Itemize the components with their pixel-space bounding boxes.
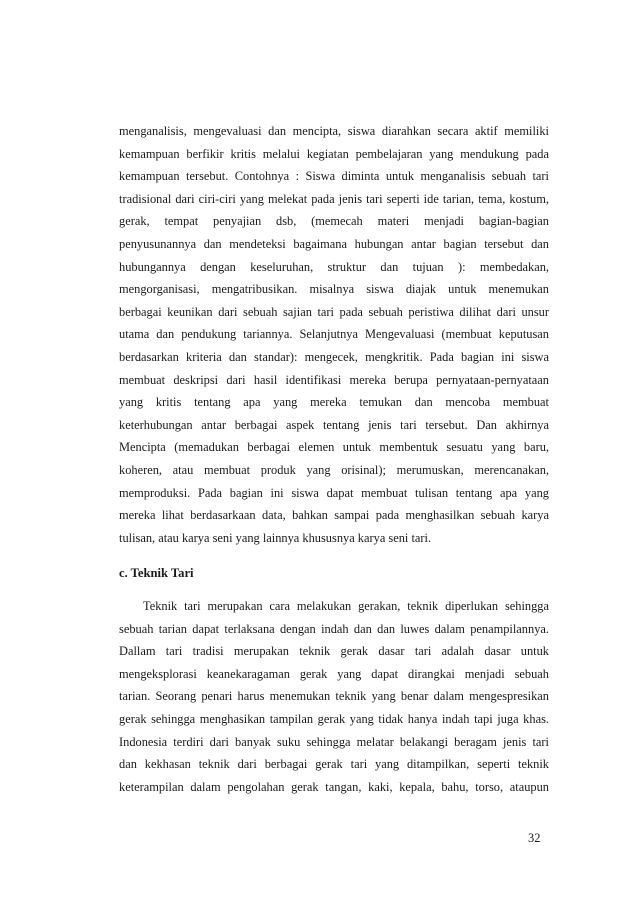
paragraph-line: Teknik tari merupakan cara melakukan gerakan, teknik diperlukan sehingga bbox=[143, 599, 549, 613]
page-number: 32 bbox=[528, 831, 541, 845]
paragraph-line: yang kritis tentang apa yang mereka temukan dan mencoba membuat bbox=[119, 395, 549, 410]
paragraph-line: penyusunannya dan mendeteksi bagaimana hubungan antar bagian tersebut dan bbox=[119, 236, 549, 251]
paragraph-line: keterampilan dalam pengolahan gerak tangan, kaki, kepala, bahu, torso, ataupun bbox=[119, 779, 549, 794]
paragraph-line: membuat deskripsi dari hasil identifikasi mereka berupa pernyataan-pernyataan bbox=[119, 372, 549, 387]
paragraph-line: Dallam tari tradisi merupakan teknik gerak dasar tari adalah dasar untuk bbox=[119, 644, 549, 659]
paragraph-line: gerak, tempat penyajian dsb, (memecah materi menjadi bagian-bagian bbox=[119, 214, 549, 229]
paragraph-line: mengeksplorasi keanekaragaman gerak yang dapat dirangkai menjadi sebuah bbox=[119, 666, 549, 681]
body-paragraph-2 bbox=[119, 595, 549, 798]
paragraph-line: mengorganisasi, mengatribusikan. misalnya siswa diajak untuk menemukan bbox=[119, 282, 549, 297]
paragraph-line: berbagai keunikan dari sebuah sajian tari pada sebuah peristiwa dilihat dari unsur bbox=[119, 304, 549, 319]
paragraph-line: tarian. Seorang penari harus menemukan teknik yang benar dalam mengespresikan bbox=[119, 689, 549, 704]
paragraph-line: dan kekhasan teknik dari berbagai gerak tari yang ditampilkan, seperti teknik bbox=[119, 757, 549, 772]
paragraph-line: Mencipta (memadukan berbagai elemen untuk membentuk sesuatu yang baru, bbox=[119, 440, 549, 455]
paragraph-line: berdasarkan kriteria dan standar): mengecek, mengkritik. Pada bagian ini siswa bbox=[119, 349, 549, 364]
body-paragraph-1 bbox=[119, 120, 549, 549]
paragraph-line: kemampuan tersebut. Contohnya : Siswa diminta untuk menganalisis sebuah tari bbox=[119, 169, 549, 184]
paragraph-line: kemampuan berfikir kritis melalui kegiatan pembelajaran yang mendukung pada bbox=[119, 146, 549, 161]
paragraph-line: gerak sehingga menghasikan tampilan gerak yang tidak hanya indah tapi juga khas. bbox=[119, 711, 549, 726]
paragraph-line: sebuah tarian dapat terlaksana dengan indah dan dan luwes dalam penampilannya. bbox=[119, 621, 549, 636]
paragraph-line: keterhubungan antar berbagai aspek tentang jenis tari tersebut. Dan akhirnya bbox=[119, 417, 549, 432]
paragraph-line: utama dan pendukung tariannya. Selanjutnya Mengevaluasi (membuat keputusan bbox=[119, 327, 549, 342]
paragraph-line: tulisan, atau karya seni yang lainnya khususnya karya seni tari. bbox=[119, 530, 432, 545]
paragraph-line: Indonesia terdiri dari banyak suku sehingga melatar belakangi beragam jenis tari bbox=[119, 734, 549, 749]
paragraph-line: tradisional dari ciri-ciri yang melekat pada jenis tari seperti ide tarian, tema, kostum, bbox=[119, 191, 549, 206]
paragraph-line: memproduksi. Pada bagian ini siswa dapat membuat tulisan tentang apa yang bbox=[119, 485, 549, 500]
paragraph-line: hubungannya dengan keseluruhan, struktur dan tujuan ): membedakan, bbox=[119, 259, 549, 274]
section-heading: c. Teknik Tari bbox=[119, 566, 194, 580]
paragraph-line: menganalisis, mengevaluasi dan mencipta, siswa diarahkan secara aktif memiliki bbox=[119, 124, 549, 138]
paragraph-line: koheren, atau membuat produk yang orisinal); merumuskan, merencanakan, bbox=[119, 462, 549, 477]
paragraph-line: mereka lihat berdasarkaan data, bahkan sampai pada menghasilkan sebuah karya bbox=[119, 508, 549, 523]
